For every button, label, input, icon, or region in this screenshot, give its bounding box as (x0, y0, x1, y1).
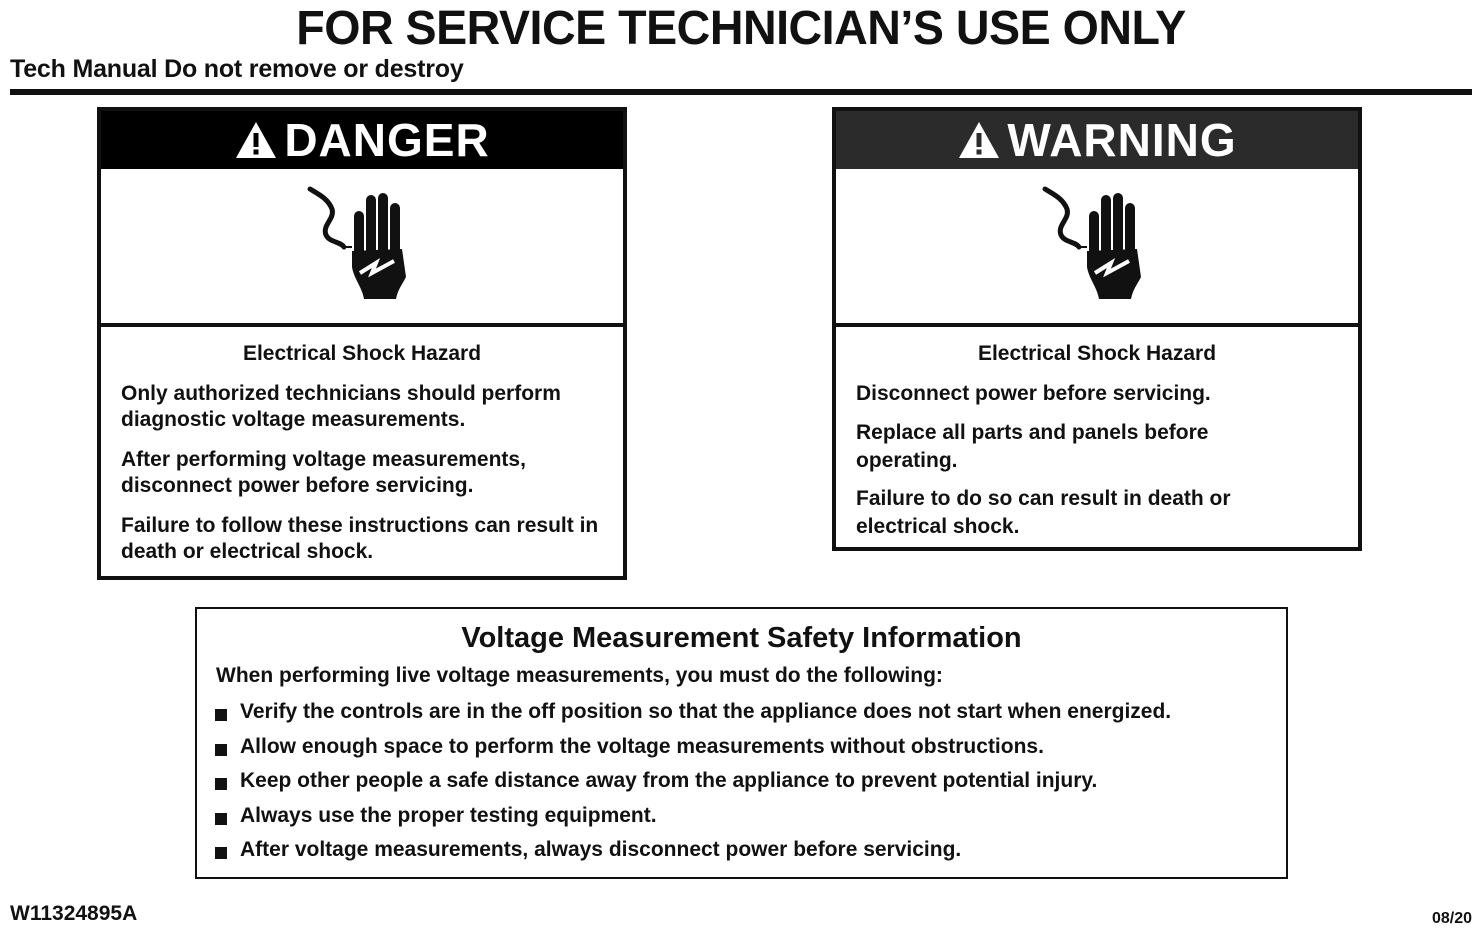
danger-label: DANGER (284, 114, 490, 166)
danger-paragraph-2: After performing voltage measurements, disconnect power before servicing. (121, 448, 526, 497)
danger-hazard-title: Electrical Shock Hazard (242, 342, 482, 365)
warning-label: WARNING (1007, 114, 1237, 166)
list-item (215, 833, 1286, 868)
page-title: FOR SERVICE TECHNICIAN’S USE ONLY (296, 2, 1186, 55)
warning-sign (832, 107, 1362, 551)
bullet-text: Allow enough space to perform the voltage measurements without obstructions. (240, 734, 1044, 758)
warning-paragraph-1: Disconnect power before servicing. (856, 382, 1211, 405)
header-divider (10, 89, 1472, 95)
warning-triangle-icon (234, 120, 278, 160)
safety-bullet-list (215, 695, 1286, 868)
voltage-safety-info-box (195, 607, 1288, 879)
danger-paragraph-3: Failure to follow these instructions can result in death or electrical shock. (121, 514, 599, 563)
warning-sign-header (836, 111, 1358, 169)
list-item (215, 764, 1286, 799)
square-bullet-icon (215, 847, 227, 859)
page-subtitle: Tech Manual Do not remove or destroy (10, 55, 464, 83)
warning-paragraph-3: Failure to do so can result in death or electrical shock. (856, 487, 1231, 538)
square-bullet-icon (215, 709, 227, 721)
square-bullet-icon (215, 778, 227, 790)
document-date: 08/20 (1431, 910, 1472, 927)
list-item (215, 730, 1286, 765)
square-bullet-icon (215, 813, 227, 825)
warning-hazard-title: Electrical Shock Hazard (977, 342, 1217, 365)
safety-info-intro: When performing live voltage measurements, you must do the following: (216, 664, 943, 687)
list-item (215, 799, 1286, 834)
bullet-text: Always use the proper testing equipment. (240, 803, 657, 827)
warning-paragraph-2: Replace all parts and panels before operating. (856, 421, 1209, 472)
square-bullet-icon (215, 744, 227, 756)
list-item (215, 695, 1286, 730)
danger-icon-area (101, 169, 623, 327)
danger-sign (97, 107, 627, 580)
bullet-text: Keep other people a safe distance away from the appliance to prevent potential injury. (240, 769, 1098, 793)
safety-info-title: Voltage Measurement Safety Information (461, 622, 1022, 654)
warning-triangle-icon (957, 120, 1001, 160)
bullet-text: After voltage measurements, always disconnect power before servicing. (240, 838, 962, 862)
document-number: W11324895A (10, 902, 138, 925)
electrical-shock-hand-icon (302, 181, 422, 311)
warning-icon-area (836, 169, 1358, 327)
danger-sign-header (101, 111, 623, 169)
electrical-shock-hand-icon (1037, 181, 1157, 311)
bullet-text: Verify the controls are in the off position so that the appliance does not start when energized. (240, 700, 1172, 724)
danger-paragraph-1: Only authorized technicians should perform diagnostic voltage measurements. (121, 382, 561, 431)
